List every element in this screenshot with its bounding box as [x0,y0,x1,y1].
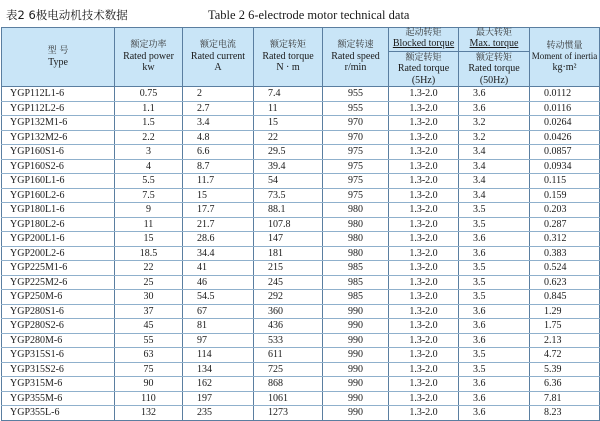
table-row [2,348,600,363]
table-cell: YGP112L1-6 [2,87,115,102]
table-cell: 0.287 [530,217,600,232]
table-cell: 990 [323,362,389,377]
table-cell: 88.1 [254,203,323,218]
table-cell: 3.5 [459,261,530,276]
table-cell: 17.7 [183,203,254,218]
table-cell: 1.3-2.0 [389,406,459,421]
table-cell: YGP160L1-6 [2,174,115,189]
table-cell: 3.5 [459,217,530,232]
table-cell: 3.5 [459,290,530,305]
table-cell: 3.6 [459,101,530,116]
table-cell: 6.36 [530,377,600,392]
table-cell: 725 [254,362,323,377]
table-cell: 3.6 [459,87,530,102]
table-cell: 28.6 [183,232,254,247]
table-cell: 11.7 [183,174,254,189]
table-title-chinese: 表2 6极电动机技术数据 [6,8,128,22]
table-row [2,304,600,319]
table-cell: 107.8 [254,217,323,232]
table-cell: 4 [115,159,183,174]
table-row [2,145,600,160]
table-cell: YGP225M1-6 [2,261,115,276]
table-cell: 41 [183,261,254,276]
table-cell: 0.623 [530,275,600,290]
table-cell: YGP160S1-6 [2,145,115,160]
table-cell: 975 [323,188,389,203]
table-cell: 1.3-2.0 [389,87,459,102]
table-cell: 25 [115,275,183,290]
table-cell: 868 [254,377,323,392]
table-cell: 2 [183,87,254,102]
table-cell: 162 [183,377,254,392]
table-cell: YGP180L2-6 [2,217,115,232]
table-cell: 3.5 [459,203,530,218]
table-cell: 980 [323,232,389,247]
table-cell: 2.2 [115,130,183,145]
table-cell: 3.2 [459,130,530,145]
table-cell: 985 [323,275,389,290]
table-row [2,362,600,377]
table-cell: 1.5 [115,116,183,131]
table-cell: 2.7 [183,101,254,116]
table-cell: 1.3-2.0 [389,333,459,348]
table-cell: 114 [183,348,254,363]
table-title-english: Table 2 6-electrode motor technical data [208,8,410,22]
table-cell: YGP160L2-6 [2,188,115,203]
table-cell: 73.5 [254,188,323,203]
table-cell: 990 [323,391,389,406]
table-row [2,203,600,218]
table-cell: 360 [254,304,323,319]
table-cell: YGP355M-6 [2,391,115,406]
table-cell: 3.6 [459,304,530,319]
header-max-torque-ratio: 最大转矩 Max. torque 额定转矩 Rated torque (50Hz) [459,28,530,87]
table-cell: YGP315S2-6 [2,362,115,377]
table-cell: 533 [254,333,323,348]
table-cell: 975 [323,145,389,160]
table-cell: 436 [254,319,323,334]
table-cell: 0.0264 [530,116,600,131]
header-rated-torque: 额定转矩 Rated torque N · m [254,28,323,87]
table-cell: 3.6 [459,319,530,334]
table-cell: 990 [323,406,389,421]
table-cell: 0.203 [530,203,600,218]
table-cell: 110 [115,391,183,406]
table-cell: 1.3-2.0 [389,304,459,319]
table-cell: 0.312 [530,232,600,247]
table-cell: 1.3-2.0 [389,275,459,290]
table-cell: 3.6 [459,232,530,247]
table-cell: 3.6 [459,377,530,392]
table-cell: 1.3-2.0 [389,348,459,363]
table-cell: 1.3-2.0 [389,116,459,131]
table-cell: 215 [254,261,323,276]
table-cell: 9 [115,203,183,218]
table-cell: 2.13 [530,333,600,348]
table-cell: 90 [115,377,183,392]
table-cell: 0.0116 [530,101,600,116]
table-cell: 0.0112 [530,87,600,102]
table-row [2,188,600,203]
table-cell: 3.5 [459,348,530,363]
table-cell: 1.3-2.0 [389,145,459,160]
table-cell: 34.4 [183,246,254,261]
table-cell: 1.3-2.0 [389,203,459,218]
table-cell: 81 [183,319,254,334]
table-cell: 22 [115,261,183,276]
table-row [2,246,600,261]
table-row [2,290,600,305]
table-cell: 980 [323,217,389,232]
table-cell: 3.6 [459,333,530,348]
table-cell: 55 [115,333,183,348]
table-cell: 11 [115,217,183,232]
table-cell: 97 [183,333,254,348]
table-caption [6,6,594,24]
table-cell: 3.4 [459,188,530,203]
table-cell: 0.115 [530,174,600,189]
table-cell: 985 [323,261,389,276]
table-cell: 0.845 [530,290,600,305]
table-cell: 1.3-2.0 [389,261,459,276]
table-cell: 980 [323,203,389,218]
table-cell: 1061 [254,391,323,406]
table-cell: YGP280S2-6 [2,319,115,334]
table-cell: YGP132M1-6 [2,116,115,131]
table-cell: 8.23 [530,406,600,421]
table-header-row [2,28,600,87]
table-cell: 30 [115,290,183,305]
table-row [2,319,600,334]
table-cell: 1.3-2.0 [389,174,459,189]
table-cell: 990 [323,348,389,363]
table-row [2,130,600,145]
table-cell: 990 [323,319,389,334]
table-cell: 18.5 [115,246,183,261]
table-cell: 0.383 [530,246,600,261]
table-cell: 134 [183,362,254,377]
table-cell: 0.0934 [530,159,600,174]
table-cell: 980 [323,246,389,261]
table-cell: 21.7 [183,217,254,232]
table-cell: 15 [254,116,323,131]
table-cell: YGP225M2-6 [2,275,115,290]
table-cell: 3.6 [459,391,530,406]
table-cell: 15 [115,232,183,247]
table-cell: 3.5 [459,362,530,377]
table-cell: 3.4 [459,174,530,189]
table-cell: YGP315S1-6 [2,348,115,363]
table-row [2,232,600,247]
table-cell: 1.3-2.0 [389,246,459,261]
table-cell: 1.3-2.0 [389,377,459,392]
table-cell: 63 [115,348,183,363]
table-cell: 1.1 [115,101,183,116]
table-cell: 29.5 [254,145,323,160]
table-cell: 22 [254,130,323,145]
table-cell: 1273 [254,406,323,421]
table-row [2,87,600,102]
table-row [2,101,600,116]
table-cell: 181 [254,246,323,261]
table-cell: 955 [323,87,389,102]
table-cell: YGP160S2-6 [2,159,115,174]
table-cell: 0.524 [530,261,600,276]
table-cell: YGP180L1-6 [2,203,115,218]
table-cell: 147 [254,232,323,247]
table-row [2,377,600,392]
table-cell: 75 [115,362,183,377]
table-cell: 970 [323,116,389,131]
table-cell: 0.0857 [530,145,600,160]
table-cell: 1.3-2.0 [389,319,459,334]
table-cell: 611 [254,348,323,363]
table-cell: 0.159 [530,188,600,203]
table-cell: 985 [323,290,389,305]
table-cell: 0.75 [115,87,183,102]
table-cell: 3.6 [459,246,530,261]
table-cell: 3 [115,145,183,160]
table-cell: 37 [115,304,183,319]
table-cell: 39.4 [254,159,323,174]
table-cell: 15 [183,188,254,203]
table-cell: 3.4 [459,159,530,174]
table-row [2,333,600,348]
table-cell: 3.6 [459,406,530,421]
table-cell: 1.3-2.0 [389,188,459,203]
header-moment-of-inertia: 转动惯量 Moment of inertia kg·m² [530,28,600,87]
table-cell: 1.3-2.0 [389,232,459,247]
table-cell: 6.6 [183,145,254,160]
table-cell: 45 [115,319,183,334]
table-cell: 3.4 [459,145,530,160]
header-rated-power: 额定功率 Rated power kw [115,28,183,87]
table-cell: 46 [183,275,254,290]
table-cell: 292 [254,290,323,305]
table-cell: 197 [183,391,254,406]
table-cell: 955 [323,101,389,116]
table-cell: 1.3-2.0 [389,130,459,145]
table-cell: 7.5 [115,188,183,203]
table-row [2,391,600,406]
table-cell: 54 [254,174,323,189]
table-row [2,261,600,276]
header-rated-speed: 额定转速 Rated speed r/min [323,28,389,87]
table-cell: 0.0426 [530,130,600,145]
table-cell: 1.3-2.0 [389,391,459,406]
table-row [2,406,600,421]
table-cell: 1.3-2.0 [389,101,459,116]
table-cell: 1.29 [530,304,600,319]
table-cell: 1.3-2.0 [389,290,459,305]
table-cell: 132 [115,406,183,421]
header-type: 型 号 Type [2,28,115,87]
table-row [2,174,600,189]
table-cell: YGP132M2-6 [2,130,115,145]
header-rated-current: 额定电流 Rated current A [183,28,254,87]
table-row [2,217,600,232]
table-cell: 54.5 [183,290,254,305]
table-cell: 3.5 [459,275,530,290]
table-cell: 67 [183,304,254,319]
table-row [2,159,600,174]
table-cell: 1.75 [530,319,600,334]
table-cell: 3.2 [459,116,530,131]
table-cell: 235 [183,406,254,421]
table-cell: 975 [323,159,389,174]
table-cell: 975 [323,174,389,189]
table-cell: 4.72 [530,348,600,363]
table-cell: YGP250M-6 [2,290,115,305]
table-body [2,87,600,421]
table-cell: 970 [323,130,389,145]
table-cell: YGP355L-6 [2,406,115,421]
table-row [2,275,600,290]
table-cell: 3.4 [183,116,254,131]
table-cell: YGP315M-6 [2,377,115,392]
table-cell: 990 [323,304,389,319]
table-cell: YGP280S1-6 [2,304,115,319]
table-cell: 990 [323,333,389,348]
table-cell: 245 [254,275,323,290]
table-row [2,116,600,131]
table-cell: 1.3-2.0 [389,217,459,232]
table-cell: 5.5 [115,174,183,189]
table-cell: 7.4 [254,87,323,102]
header-blocked-torque-ratio: 起动转矩 Blocked torque 额定转矩 Rated torque (5Hz) [389,28,459,87]
motor-data-table [1,27,600,421]
table-cell: 8.7 [183,159,254,174]
table-cell: YGP200L1-6 [2,232,115,247]
table-cell: 5.39 [530,362,600,377]
table-cell: YGP280M-6 [2,333,115,348]
table-cell: YGP200L2-6 [2,246,115,261]
table-cell: YGP112L2-6 [2,101,115,116]
table-cell: 7.81 [530,391,600,406]
table-cell: 1.3-2.0 [389,362,459,377]
table-cell: 11 [254,101,323,116]
table-cell: 990 [323,377,389,392]
table-cell: 4.8 [183,130,254,145]
table-cell: 1.3-2.0 [389,159,459,174]
